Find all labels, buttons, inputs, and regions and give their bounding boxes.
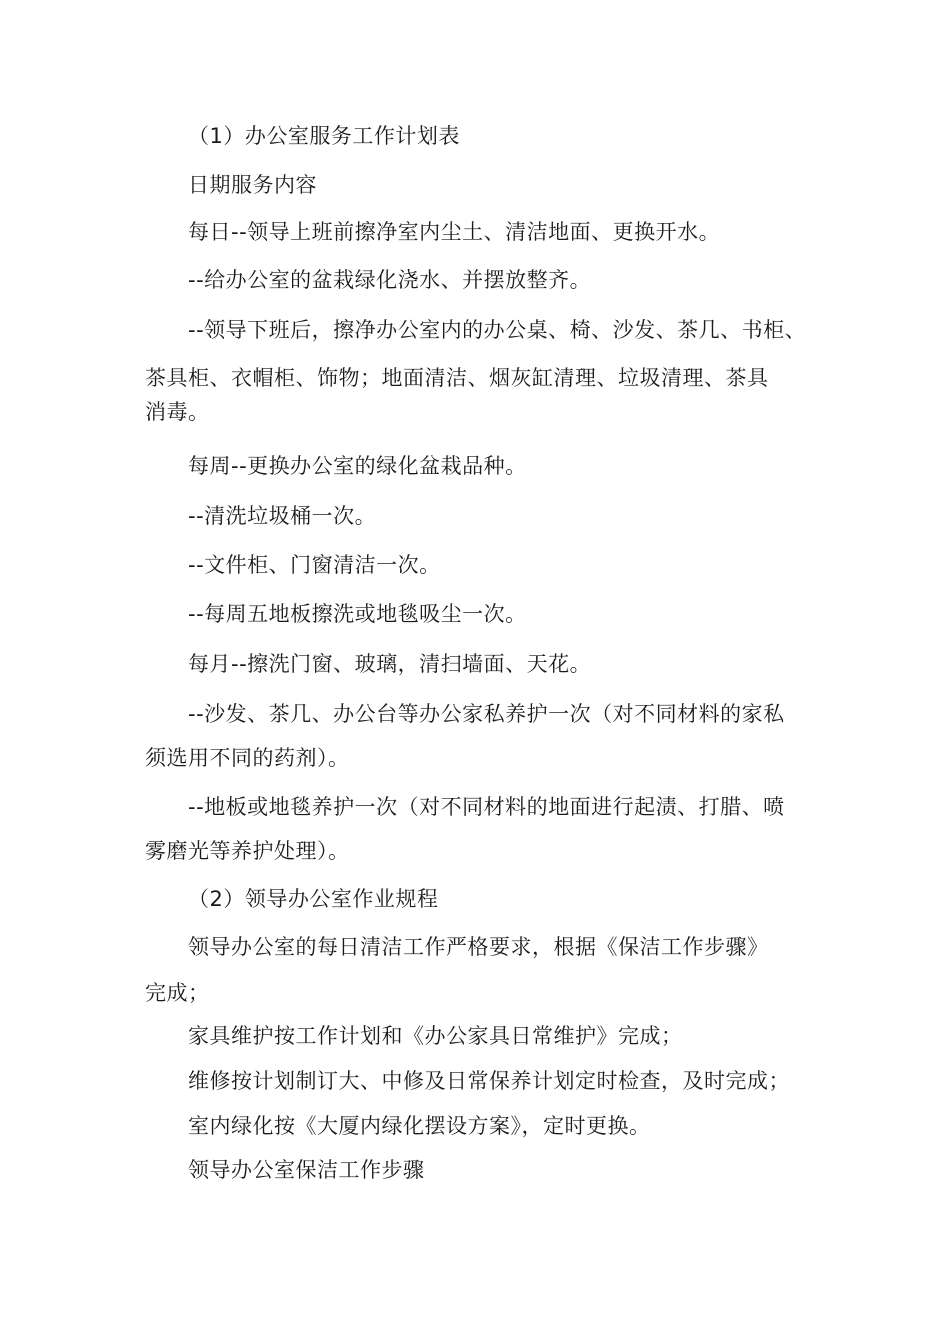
paragraph-text: 每日--领导上班前擦净室内尘土、清洁地面、更换开水。 (188, 220, 721, 244)
column-header-text: 日期服务内容 (188, 173, 317, 197)
paragraph-text: --给办公室的盆栽绿化浇水、并摆放整齐。 (188, 268, 592, 292)
paragraph-text: 每周--更换办公室的绿化盆栽品种。 (188, 454, 527, 478)
paragraph-text: 消毒。 (145, 400, 210, 424)
daily-item-2 (145, 260, 878, 300)
monthly-item-1 (145, 644, 878, 684)
daily-item-1 (145, 212, 878, 252)
weekly-item-1 (145, 446, 878, 486)
paragraph-text: --沙发、茶几、办公台等办公家私养护一次（对不同材料的家私 (188, 702, 785, 726)
section-heading-2 (145, 879, 878, 919)
paragraph-text: 雾磨光等养护处理）。 (145, 839, 350, 863)
heading-text: （1）办公室服务工作计划表 (188, 124, 460, 148)
rule-item-4 (145, 1108, 878, 1144)
paragraph-text: 家具维护按工作计划和《办公家具日常维护》完成； (188, 1024, 683, 1048)
weekly-item-2 (145, 496, 878, 536)
section-heading-1 (145, 116, 878, 156)
paragraph-text: 维修按计划制订大、中修及日常保养计划定时检查，及时完成； (188, 1069, 790, 1093)
weekly-item-3 (145, 545, 878, 585)
paragraph-text: 领导办公室的每日清洁工作严格要求，根据《保洁工作步骤》 (188, 935, 769, 959)
paragraph-text: --清洗垃圾桶一次。 (188, 504, 377, 528)
rule-item-3 (145, 1063, 878, 1099)
rule-item-5 (145, 1152, 878, 1188)
paragraph-text: 须选用不同的药剂）。 (145, 746, 350, 770)
monthly-item-2 (145, 694, 835, 778)
column-header (145, 165, 878, 205)
paragraph-text: 领导办公室保洁工作步骤 (188, 1158, 425, 1182)
paragraph-text: 每月--擦洗门窗、玻璃，清扫墙面、天花。 (188, 652, 592, 676)
rule-item-1 (145, 927, 835, 1013)
paragraph-text: --领导下班后，擦净办公室内的办公桌、椅、沙发、茶几、书柜、 (188, 318, 807, 342)
rule-item-2 (145, 1018, 878, 1054)
paragraph-text: --文件柜、门窗清洁一次。 (188, 553, 441, 577)
weekly-item-4 (145, 594, 878, 634)
heading-text: （2）领导办公室作业规程 (188, 887, 439, 911)
paragraph-text: 完成； (145, 981, 210, 1005)
paragraph-text: 室内绿化按《大厦内绿化摆设方案》，定时更换。 (188, 1114, 651, 1138)
paragraph-text: 茶具柜、衣帽柜、饰物；地面清洁、烟灰缸清理、垃圾清理、茶具 (145, 366, 769, 390)
paragraph-text: --地板或地毯养护一次（对不同材料的地面进行起渍、打腊、喷 (188, 795, 785, 819)
paragraph-text: --每周五地板擦洗或地毯吸尘一次。 (188, 602, 527, 626)
monthly-item-3 (145, 787, 835, 871)
daily-item-3 (145, 310, 835, 432)
